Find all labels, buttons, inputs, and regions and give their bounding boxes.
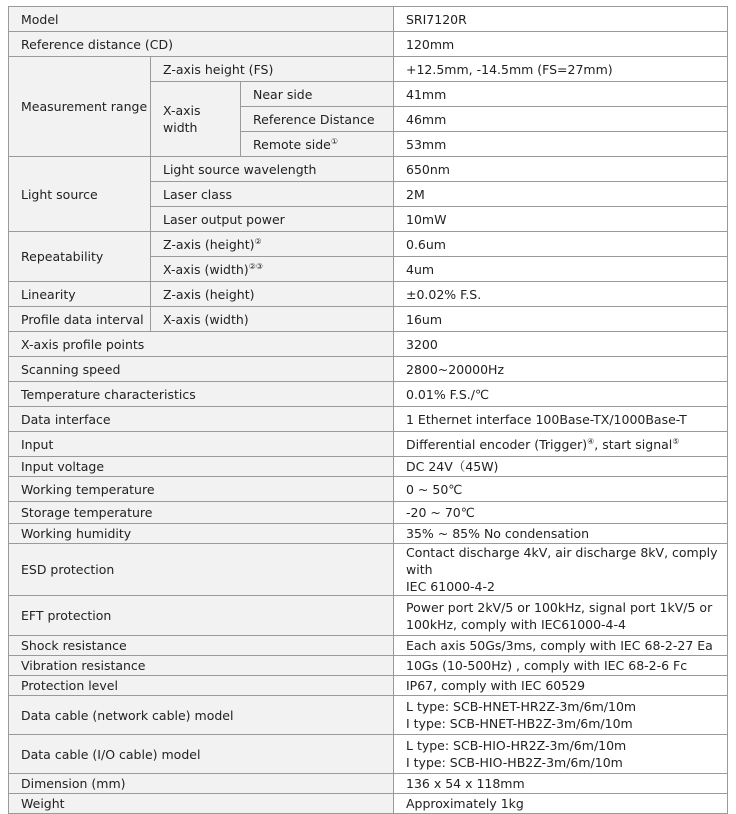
row-esd xyxy=(9,544,728,596)
row-humidity xyxy=(9,524,728,544)
value-io-cable xyxy=(394,735,728,774)
label-net-cable: Data cable (network cable) model xyxy=(9,696,394,735)
value-shock: Each axis 50Gs/3ms, comply with IEC 68-2-27 Ea xyxy=(394,636,728,656)
label-humidity: Working humidity xyxy=(9,524,394,544)
row-net-cable xyxy=(9,696,728,735)
label-protection: Protection level xyxy=(9,676,394,696)
value-input xyxy=(394,432,728,457)
spec-table xyxy=(8,6,728,814)
value-near-side: 41mm xyxy=(394,82,728,107)
label-esd: ESD protection xyxy=(9,544,394,596)
label-repeatability: Repeatability xyxy=(9,232,151,282)
value-input-voltage: DC 24V（45W) xyxy=(394,457,728,477)
label-measurement-range: Measurement range xyxy=(9,57,151,157)
io-cable-line-2: I type: SCB-HIO-HB2Z-3m/6m/10m xyxy=(406,755,623,770)
repeat-x-text: X-axis (width) xyxy=(163,261,249,277)
value-data-interface: 1 Ethernet interface 100Base-TX/1000Base-T xyxy=(394,407,728,432)
esd-line-1: Contact discharge 4kV, air discharge 8kV, comply with xyxy=(406,545,718,577)
esd-line-2: IEC 61000-4-2 xyxy=(406,579,495,594)
remote-side-text: Remote side xyxy=(253,136,331,152)
value-remote-side: 53mm xyxy=(394,132,728,157)
label-temp-char: Temperature characteristics xyxy=(9,382,394,407)
label-dimension: Dimension (mm) xyxy=(9,774,394,794)
value-weight: Approximately 1kg xyxy=(394,794,728,814)
label-input-voltage: Input voltage xyxy=(9,457,394,477)
value-model: SRI7120R xyxy=(394,7,728,32)
row-repeat-z xyxy=(9,232,728,257)
footnote-2: ② xyxy=(254,236,262,246)
row-shock xyxy=(9,636,728,656)
label-profile-interval: Profile data interval xyxy=(9,307,151,332)
row-data-interface xyxy=(9,407,728,432)
label-z-height: Z-axis height (FS) xyxy=(151,57,394,82)
label-working-temp: Working temperature xyxy=(9,477,394,502)
label-x-width: X-axis width xyxy=(151,82,241,157)
label-scanning-speed: Scanning speed xyxy=(9,357,394,382)
value-temp-char: 0.01% F.S./℃ xyxy=(394,382,728,407)
value-repeat-z: 0.6um xyxy=(394,232,728,257)
input-encoder-text: Differential encoder (Trigger) xyxy=(406,436,588,452)
row-model xyxy=(9,7,728,32)
label-linearity: Linearity xyxy=(9,282,151,307)
input-start-text: , start signal xyxy=(594,436,673,452)
label-near-side: Near side xyxy=(241,82,394,107)
value-laser-output: 10mW xyxy=(394,207,728,232)
eft-line-2: 100kHz, comply with IEC61000-4-4 xyxy=(406,616,626,632)
net-cable-line-2: I type: SCB-HNET-HB2Z-3m/6m/10m xyxy=(406,716,633,731)
label-profile-points: X-axis profile points xyxy=(9,332,394,357)
row-protection xyxy=(9,676,728,696)
value-ref-distance: 120mm xyxy=(394,32,728,57)
label-input: Input xyxy=(9,432,394,457)
row-input-voltage xyxy=(9,457,728,477)
footnote-4: ④ xyxy=(587,436,595,446)
row-temp-char xyxy=(9,382,728,407)
row-z-height xyxy=(9,57,728,82)
footnote-5: ⑤ xyxy=(672,436,680,446)
row-dimension xyxy=(9,774,728,794)
value-eft xyxy=(394,596,728,636)
value-vibration: 10Gs (10-500Hz) , comply with IEC 68-2-6 Fc xyxy=(394,656,728,676)
row-profile-interval xyxy=(9,307,728,332)
value-dimension: 136 x 54 x 118mm xyxy=(394,774,728,794)
row-working-temp xyxy=(9,477,728,502)
label-ref-width: Reference Distance xyxy=(241,107,394,132)
label-storage-temp: Storage temperature xyxy=(9,502,394,524)
value-ref-width: 46mm xyxy=(394,107,728,132)
value-laser-class: 2M xyxy=(394,182,728,207)
row-ref-distance xyxy=(9,32,728,57)
row-scanning-speed xyxy=(9,357,728,382)
label-ref-distance: Reference distance (CD) xyxy=(9,32,394,57)
row-wavelength xyxy=(9,157,728,182)
label-wavelength: Light source wavelength xyxy=(151,157,394,182)
label-eft: EFT protection xyxy=(9,596,394,636)
label-linearity-sub: Z-axis (height) xyxy=(151,282,394,307)
eft-line-1: Power port 2kV/5 or 100kHz, signal port 1kV/5 or xyxy=(406,599,713,615)
label-data-interface: Data interface xyxy=(9,407,394,432)
value-repeat-x: 4um xyxy=(394,257,728,282)
value-protection: IP67, comply with IEC 60529 xyxy=(394,676,728,696)
row-linearity xyxy=(9,282,728,307)
value-scanning-speed: 2800~20000Hz xyxy=(394,357,728,382)
label-laser-output: Laser output power xyxy=(151,207,394,232)
label-profile-interval-sub: X-axis (width) xyxy=(151,307,394,332)
label-light-source: Light source xyxy=(9,157,151,232)
value-z-height: +12.5mm, -14.5mm (FS=27mm) xyxy=(394,57,728,82)
value-net-cable xyxy=(394,696,728,735)
value-profile-points: 3200 xyxy=(394,332,728,357)
label-shock: Shock resistance xyxy=(9,636,394,656)
value-humidity: 35% ~ 85% No condensation xyxy=(394,524,728,544)
net-cable-line-1: L type: SCB-HNET-HR2Z-3m/6m/10m xyxy=(406,699,637,714)
value-linearity: ±0.02% F.S. xyxy=(394,282,728,307)
value-esd xyxy=(394,544,728,596)
repeat-z-text: Z-axis (height) xyxy=(163,236,255,252)
label-weight: Weight xyxy=(9,794,394,814)
row-io-cable xyxy=(9,735,728,774)
row-vibration xyxy=(9,656,728,676)
label-repeat-z xyxy=(151,232,394,257)
row-weight xyxy=(9,794,728,814)
label-laser-class: Laser class xyxy=(151,182,394,207)
value-storage-temp: -20 ~ 70℃ xyxy=(394,502,728,524)
io-cable-line-1: L type: SCB-HIO-HR2Z-3m/6m/10m xyxy=(406,738,627,753)
footnote-2-3: ②③ xyxy=(248,261,264,271)
value-wavelength: 650nm xyxy=(394,157,728,182)
label-remote-side xyxy=(241,132,394,157)
row-profile-points xyxy=(9,332,728,357)
row-storage-temp xyxy=(9,502,728,524)
value-profile-interval: 16um xyxy=(394,307,728,332)
value-working-temp: 0 ~ 50℃ xyxy=(394,477,728,502)
label-io-cable: Data cable (I/O cable) model xyxy=(9,735,394,774)
row-input xyxy=(9,432,728,457)
label-model: Model xyxy=(9,7,394,32)
label-repeat-x xyxy=(151,257,394,282)
label-vibration: Vibration resistance xyxy=(9,656,394,676)
footnote-1: ① xyxy=(330,136,338,146)
row-eft xyxy=(9,596,728,636)
